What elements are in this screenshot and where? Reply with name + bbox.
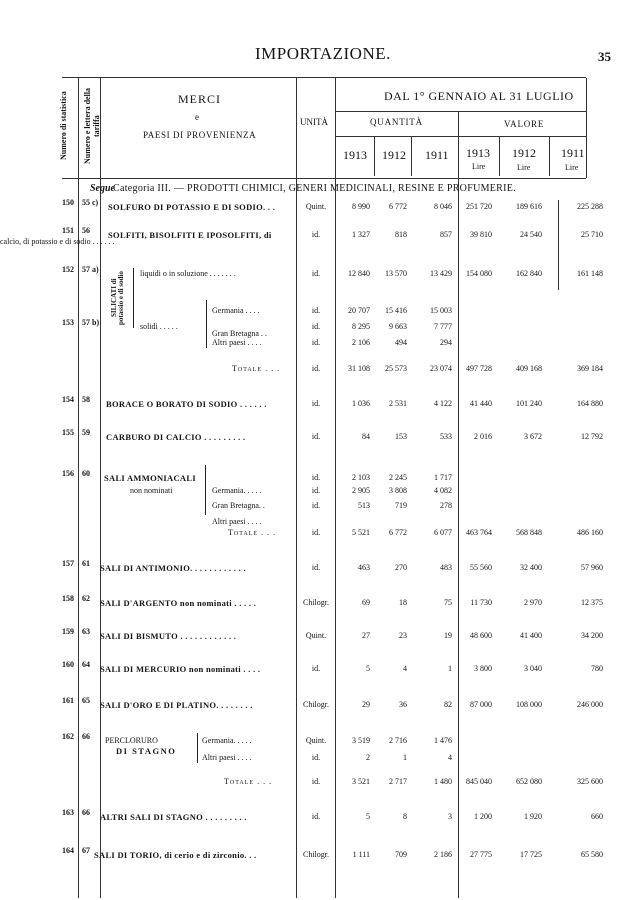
stat-number: 157 xyxy=(62,559,74,568)
value-q11: 7 777 xyxy=(434,322,452,331)
row-label: Altri paesi . . . . xyxy=(202,753,252,762)
tariff-number: 66 xyxy=(82,808,90,817)
row-label-2: Gran Bretagna . . xyxy=(212,329,267,338)
value-q11: 294 xyxy=(440,338,452,347)
unit-cell: id. xyxy=(311,528,321,537)
unit-cell: id. xyxy=(311,432,321,441)
row-label-2: calcio, di potassio e di sodio . . . . . . xyxy=(0,237,115,246)
stat-number: 152 xyxy=(62,265,74,274)
row-label: SALI DI MERCURIO non nominati . . . . xyxy=(100,664,261,674)
unit-cell: id. xyxy=(311,501,321,510)
value-q13: 463 xyxy=(358,563,370,572)
value-q12: 1 xyxy=(403,753,407,762)
value-v11: 225 288 xyxy=(577,202,603,211)
value-q11: 1 480 xyxy=(434,777,452,786)
value-q13: 5 521 xyxy=(352,528,370,537)
row-label: SALI D'ARGENTO non nominati . . . . . xyxy=(100,598,257,608)
value-q13: 20 707 xyxy=(348,306,370,315)
value-v12: 108 000 xyxy=(516,700,542,709)
row-label: CARBURO DI CALCIO . . . . . . . . . xyxy=(106,432,246,442)
unit-cell: Chilogr. xyxy=(302,850,329,859)
stat-number: 150 xyxy=(62,198,74,207)
header-period: DAL 1° GENNAIO AL 31 LUGLIO xyxy=(384,89,574,103)
value-q12: 6 772 xyxy=(389,528,407,537)
stat-number: 159 xyxy=(62,627,74,636)
stat-number: 162 xyxy=(62,732,74,741)
unit-cell: id. xyxy=(311,753,321,762)
value-q11: 75 xyxy=(444,598,452,607)
value-q12: 15 416 xyxy=(385,306,407,315)
header-lire-1913: Lire xyxy=(472,162,486,171)
value-v13: 39 810 xyxy=(470,230,492,239)
header-valore: VALORE xyxy=(504,119,545,129)
unit-cell: Chilogr. xyxy=(302,700,329,709)
header-q-1913: 1913 xyxy=(343,148,367,162)
unit-cell: id. xyxy=(311,269,321,278)
value-q13: 2 905 xyxy=(352,486,370,495)
value-q11: 1 717 xyxy=(434,473,452,482)
stat-number: 158 xyxy=(62,594,74,603)
row-label: SALI DI TORIO, di cerio e di zirconio. . . xyxy=(94,850,257,860)
tariff-number: 62 xyxy=(82,594,90,603)
header-stat-number: Numero di statistica xyxy=(59,91,68,161)
rule-q12 xyxy=(411,136,412,176)
value-v11: 246 000 xyxy=(577,700,603,709)
sali-amm-brace xyxy=(205,465,206,515)
unit-cell: Quint. xyxy=(305,202,327,211)
rule-stat xyxy=(78,78,79,898)
value-v13: 48 600 xyxy=(470,631,492,640)
value-v11: 780 xyxy=(591,664,603,673)
value-q12: 709 xyxy=(395,850,407,859)
row-label: SALI DI ANTIMONIO. . . . . . . . . . . . xyxy=(100,563,246,573)
tariff-number: 66 xyxy=(82,732,90,741)
row-label: SALI DI BISMUTO . . . . . . . . . . . . xyxy=(100,631,237,641)
value-q12: 4 xyxy=(403,664,407,673)
value-v13: 87 000 xyxy=(470,700,492,709)
stat-number: 161 xyxy=(62,696,74,705)
value-q12: 25 573 xyxy=(385,364,407,373)
header-quantita: QUANTITÀ xyxy=(370,117,423,127)
value-q12: 9 663 xyxy=(389,322,407,331)
value-v13: 55 560 xyxy=(470,563,492,572)
value-q13: 31 108 xyxy=(348,364,370,373)
stat-number: 163 xyxy=(62,808,74,817)
value-v11: 164 880 xyxy=(577,399,603,408)
row-label: SOLFURO DI POTASSIO E DI SODIO. . . xyxy=(108,202,276,212)
value-q12: 719 xyxy=(395,501,407,510)
unit-cell: id. xyxy=(311,664,321,673)
value-q13: 1 036 xyxy=(352,399,370,408)
value-v13: 41 440 xyxy=(470,399,492,408)
value-v12: 162 840 xyxy=(516,269,542,278)
value-q11: 15 003 xyxy=(430,306,452,315)
unit-cell: id. xyxy=(311,777,321,786)
value-v12: 1 920 xyxy=(524,812,542,821)
header-bottom-rule xyxy=(62,178,586,179)
value-v11: 12 375 xyxy=(581,598,603,607)
value-q11: 4 082 xyxy=(434,486,452,495)
row-label-2: non nominati xyxy=(130,486,173,495)
value-q13: 1 111 xyxy=(352,850,370,859)
value-v12: 652 080 xyxy=(516,777,542,786)
value-v13: 1 200 xyxy=(474,812,492,821)
value-q11: 82 xyxy=(444,700,452,709)
value-q11: 8 046 xyxy=(434,202,452,211)
value-q11: 278 xyxy=(440,501,452,510)
value-v12: 2 970 xyxy=(524,598,542,607)
value-v12: 189 616 xyxy=(516,202,542,211)
value-q13: 12 840 xyxy=(348,269,370,278)
stat-number: 156 xyxy=(62,469,74,478)
value-v11: 486 160 xyxy=(577,528,603,537)
row-label-3: Germania. . . . . xyxy=(202,736,252,745)
value-q13: 2 106 xyxy=(352,338,370,347)
header-lire-1912: Lire xyxy=(517,163,531,172)
value-q12: 18 xyxy=(399,598,407,607)
value-q13: 513 xyxy=(358,501,370,510)
header-v-1912: 1912 xyxy=(512,146,536,160)
value-q13: 8 990 xyxy=(352,202,370,211)
value-q13: 5 xyxy=(366,664,370,673)
value-v12: 101 240 xyxy=(516,399,542,408)
stat-number: 154 xyxy=(62,395,74,404)
unit-cell: id. xyxy=(311,306,321,315)
tariff-number: 57 b) xyxy=(82,318,100,327)
value-q12: 8 xyxy=(403,812,407,821)
rule-right xyxy=(586,78,587,178)
value-v13: 154 080 xyxy=(466,269,492,278)
row-label: liquidi o in soluzione . . . . . . . xyxy=(140,269,236,278)
value-q13: 3 519 xyxy=(352,736,370,745)
value-q11: 13 429 xyxy=(430,269,452,278)
value-v12: 32 400 xyxy=(520,563,542,572)
category-label: Categoria III. — PRODOTTI CHIMICI, GENERI MEDICINALI, RESINE E PROFUMERIE. xyxy=(113,183,516,194)
stat-number: 155 xyxy=(62,428,74,437)
unit-cell: id. xyxy=(311,338,321,347)
header-v-1913: 1913 xyxy=(466,146,490,160)
unit-cell: id. xyxy=(311,230,321,239)
value-q12: 494 xyxy=(395,338,407,347)
unit-cell: id. xyxy=(311,322,321,331)
row-label-2: DI STAGNO xyxy=(116,746,177,756)
row-label: Totale . . . xyxy=(232,364,281,373)
stat-number: 160 xyxy=(62,660,74,669)
row-label: PERCLORURO xyxy=(105,736,158,745)
header-paesi: PAESI DI PROVENIENZA xyxy=(143,130,257,140)
value-v11: 12 792 xyxy=(581,432,603,441)
unit-cell: id. xyxy=(311,563,321,572)
value-v11: 660 xyxy=(591,812,603,821)
stat-number: 151 xyxy=(62,226,74,235)
rule-tariff xyxy=(100,78,101,898)
header-top-rule xyxy=(62,77,586,78)
tariff-number: 56 xyxy=(82,226,90,235)
row-label: Altri paesi . . . . xyxy=(212,517,262,526)
tariff-number: 59 xyxy=(82,428,90,437)
header-q-1911: 1911 xyxy=(425,148,449,162)
value-v11: 369 184 xyxy=(577,364,603,373)
value-v12: 568 848 xyxy=(516,528,542,537)
value-q12: 36 xyxy=(399,700,407,709)
value-v12: 17 725 xyxy=(520,850,542,859)
value-q11: 857 xyxy=(440,230,452,239)
tariff-number: 61 xyxy=(82,559,90,568)
value-q11: 4 xyxy=(448,753,452,762)
value-q11: 3 xyxy=(448,812,452,821)
value-q12: 2 531 xyxy=(389,399,407,408)
value-v11: 57 960 xyxy=(581,563,603,572)
row-label: SALI AMMONIACALI xyxy=(104,473,196,483)
row-label: BORACE O BORATO DI SODIO . . . . . . xyxy=(106,399,267,409)
value-q13: 1 327 xyxy=(352,230,370,239)
value-v11: 325 600 xyxy=(577,777,603,786)
row-label: Gran Bretagna. . xyxy=(212,501,265,510)
silicati-brace xyxy=(133,268,134,328)
tariff-number: 58 xyxy=(82,395,90,404)
value-q13: 2 103 xyxy=(352,473,370,482)
value-v13: 463 764 xyxy=(466,528,492,537)
rule-q13 xyxy=(374,136,375,176)
value-q11: 23 074 xyxy=(430,364,452,373)
value-q12: 23 xyxy=(399,631,407,640)
header-lire-1911: Lire xyxy=(565,163,579,172)
value-v13: 3 800 xyxy=(474,664,492,673)
tariff-number: 57 a) xyxy=(82,265,99,274)
stat-number: 153 xyxy=(62,318,74,327)
tariff-number: 67 xyxy=(82,846,90,855)
header-v-1911: 1911 xyxy=(561,146,585,160)
value-q12: 13 570 xyxy=(385,269,407,278)
value-v12: 3 672 xyxy=(524,432,542,441)
unit-cell: id. xyxy=(311,473,321,482)
value-v12: 409 168 xyxy=(516,364,542,373)
value-q13: 8 295 xyxy=(352,322,370,331)
value-q12: 153 xyxy=(395,432,407,441)
unit-cell: id. xyxy=(311,399,321,408)
value-v11: 65 580 xyxy=(581,850,603,859)
rule-v13 xyxy=(499,136,500,176)
value-v12: 41 400 xyxy=(520,631,542,640)
row-label: ALTRI SALI DI STAGNO . . . . . . . . . xyxy=(100,812,247,822)
value-v11: 161 148 xyxy=(577,269,603,278)
value-q11: 19 xyxy=(444,631,452,640)
value-v13: 845 040 xyxy=(466,777,492,786)
header-e: e xyxy=(195,112,199,122)
value-q12: 3 808 xyxy=(389,486,407,495)
page-number: 35 xyxy=(598,49,611,64)
row-label: Germania . . . . xyxy=(212,306,260,315)
unit-cell: id. xyxy=(311,812,321,821)
unit-cell: id. xyxy=(311,364,321,373)
value-q13: 69 xyxy=(362,598,370,607)
value-v12: 3 040 xyxy=(524,664,542,673)
value-v11: 34 200 xyxy=(581,631,603,640)
value-v13: 27 775 xyxy=(470,850,492,859)
value-v11: 25 710 xyxy=(581,230,603,239)
value-q13: 84 xyxy=(362,432,370,441)
stat-number: 164 xyxy=(62,846,74,855)
percloruro-brace xyxy=(197,733,198,763)
row-label: solidi . . . . . xyxy=(140,322,178,331)
tariff-number: 60 xyxy=(82,469,90,478)
row-label: Totale . . . xyxy=(224,777,273,786)
value-v13: 11 730 xyxy=(470,598,492,607)
value-q11: 2 186 xyxy=(434,850,452,859)
tariff-number: 63 xyxy=(82,627,90,636)
value-q11: 6 077 xyxy=(434,528,452,537)
value-q13: 29 xyxy=(362,700,370,709)
unit-cell: id. xyxy=(311,486,321,495)
value-q11: 533 xyxy=(440,432,452,441)
value-q12: 270 xyxy=(395,563,407,572)
value-q11: 1 476 xyxy=(434,736,452,745)
period-rule xyxy=(335,111,586,112)
tariff-number: 55 c) xyxy=(82,198,99,207)
value-q12: 2 717 xyxy=(389,777,407,786)
value-q13: 5 xyxy=(366,812,370,821)
category-segue: Segue xyxy=(90,183,115,194)
unit-cell: Quint. xyxy=(305,736,327,745)
tariff-number: 65 xyxy=(82,696,90,705)
silicati-label: SILICATI di potassio e di sodio xyxy=(110,271,125,325)
row-label: SOLFITI, BISOLFITI E IPOSOLFITI, di xyxy=(108,230,272,240)
value-q13: 2 xyxy=(366,753,370,762)
value-q13: 3 521 xyxy=(352,777,370,786)
value-q12: 818 xyxy=(395,230,407,239)
solidi-brace xyxy=(206,300,207,348)
header-tariff-number: Numero e lettera della tariffa xyxy=(83,87,101,165)
value-q11: 483 xyxy=(440,563,452,572)
value-v13: 2 016 xyxy=(474,432,492,441)
page-title: IMPORTAZIONE. xyxy=(255,44,391,63)
value-q12: 2 716 xyxy=(389,736,407,745)
value-v12: 24 540 xyxy=(520,230,542,239)
header-merci: MERCI xyxy=(178,92,222,106)
value-q12: 6 772 xyxy=(389,202,407,211)
row-label: Altri paesi . . . . xyxy=(212,338,262,347)
unit-cell: Quint. xyxy=(305,631,327,640)
row-label: Germania. . . . . xyxy=(212,486,262,495)
value-q13: 27 xyxy=(362,631,370,640)
value-v13: 251 720 xyxy=(466,202,492,211)
value-q11: 4 122 xyxy=(434,399,452,408)
tariff-number: 64 xyxy=(82,660,90,669)
value-v13: 497 728 xyxy=(466,364,492,373)
row-label: SALI D'ORO E DI PLATINO. . . . . . . . xyxy=(100,700,253,710)
unit-cell: Chilogr. xyxy=(302,598,329,607)
header-q-1912: 1912 xyxy=(382,148,406,162)
value-q11: 1 xyxy=(448,664,452,673)
header-unita: UNITÀ xyxy=(300,117,328,127)
rule-merci xyxy=(296,78,297,898)
rule-v12 xyxy=(549,136,550,176)
row-label: Totale . . . xyxy=(228,528,277,537)
value-q12: 2 245 xyxy=(389,473,407,482)
